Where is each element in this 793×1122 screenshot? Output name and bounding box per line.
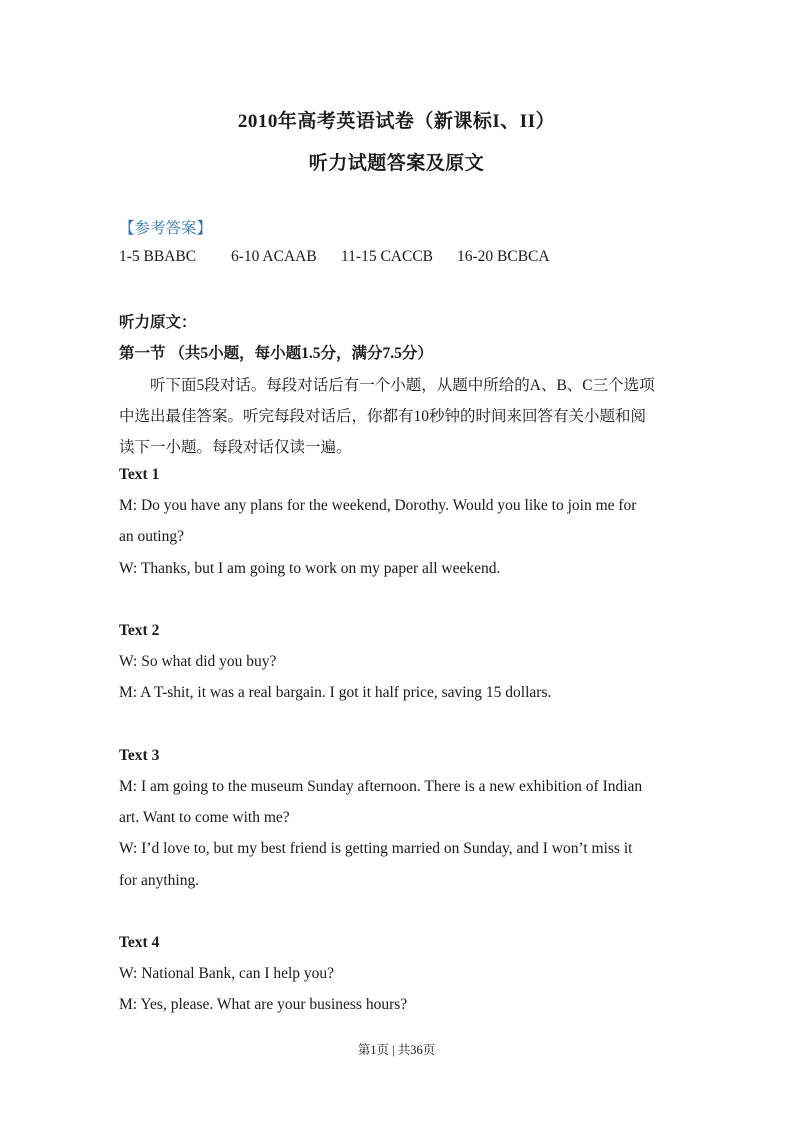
dialogue-line: M: Do you have any plans for the weekend, Dorothy. Would you like to join me for — [119, 497, 637, 514]
dialogue-line: for anything. — [119, 872, 200, 889]
answer-group: 1-5 BBABC — [119, 248, 197, 265]
part-title: 第一节 （共5小题，每小题1.5分，满分7.5分） — [119, 345, 433, 362]
answer-key — [119, 248, 550, 266]
page-subtitle: 听力试题答案及原文 — [308, 153, 485, 174]
answer-group: 16-20 BCBCA — [457, 248, 550, 265]
instruction-line: 读下一小题。每段对话仅读一遍。 — [119, 439, 352, 456]
instruction-line: 听下面5段对话。每段对话后有一个小题，从题中所给的A、B、C三个选项 — [150, 377, 655, 394]
dialogue-line: W: So what did you buy? — [119, 653, 277, 670]
dialogue-line: W: I’d love to, but my best friend is getting married on Sunday, and I won’t miss it — [119, 840, 633, 857]
text-title: Text 3 — [119, 747, 160, 764]
dialogue-line: W: National Bank, can I help you? — [119, 965, 335, 982]
answer-label: 【参考答案】 — [119, 220, 213, 237]
text-title: Text 2 — [119, 622, 160, 639]
page-footer: 第1页 | 共36页 — [357, 1043, 436, 1057]
dialogue-line: an outing? — [119, 528, 184, 545]
dialogue-line: art. Want to come with me? — [119, 809, 290, 826]
dialogue-line: M: Yes, please. What are your business hours? — [119, 996, 408, 1013]
text-title: Text 1 — [119, 466, 160, 483]
section-heading: 听力原文： — [119, 314, 197, 331]
text-title: Text 4 — [119, 934, 160, 951]
instruction-line: 中选出最佳答案。听完每段对话后，你都有10秒钟的时间来回答有关小题和阅 — [119, 408, 647, 425]
dialogue-line: M: A T-shit, it was a real bargain. I got it half price, saving 15 dollars. — [119, 684, 552, 701]
dialogue-line: M: I am going to the museum Sunday afternoon. There is a new exhibition of Indian — [119, 778, 643, 795]
answer-group: 11-15 CACCB — [341, 248, 434, 265]
answer-group: 6-10 ACAAB — [231, 248, 317, 265]
dialogue-line: W: Thanks, but I am going to work on my paper all weekend. — [119, 560, 501, 577]
page-title: 2010年高考英语试卷（新课标I、II） — [237, 111, 556, 132]
